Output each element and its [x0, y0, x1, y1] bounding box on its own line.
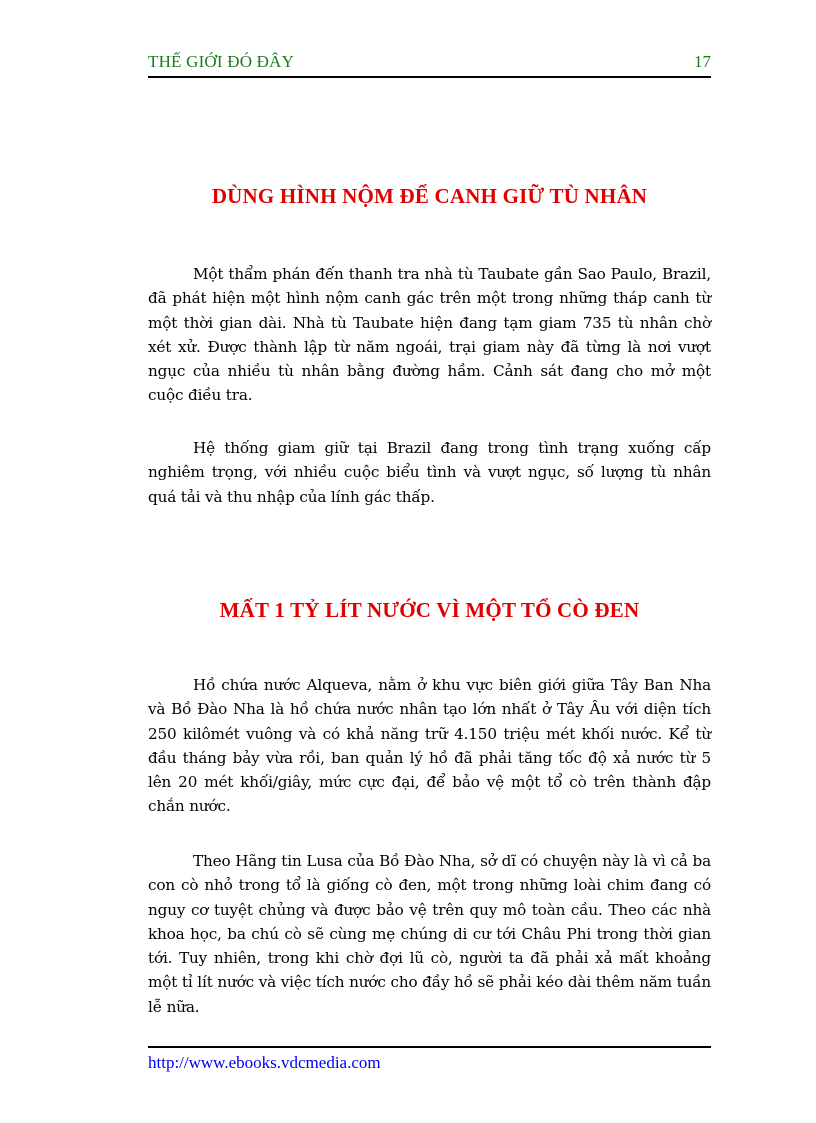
page-number: 17: [694, 52, 711, 71]
paragraph-prison-2: Hệ thống giam giữ tại Brazil đang trong tình trạng xuống cấp nghiêm trọng, với nhiều cuộc biểu tình và vượt ngục, số lượng tù nhân quá tải và thu nhập của lính gác thấp.: [148, 439, 711, 506]
section-title-prison-dummy: DÙNG HÌNH NỘM ĐỂ CANH GIỮ TÙ NHÂN: [211, 184, 648, 208]
page-header: [148, 52, 711, 78]
footer-url-link[interactable]: http://www.ebooks.vdcmedia.com: [148, 1053, 381, 1072]
paragraph-stork-2: Theo Hãng tin Lusa của Bồ Đào Nha, sở dĩ có chuyện này là vì cả ba con cò nhỏ trong tổ là giống cò đen, một trong những loài chim đang có nguy cơ tuyệt chủng và được bảo vệ trên quy mô toàn cầu. Theo các nhà khoa học, ba chú cò sẽ cùng mẹ chúng di cư tới Châu Phi trong thời gian tới. Tuy nhiên, trong khi chờ đợi lũ cò, người ta đã phải xả mất khoảng một tỉ lít nước và việc tích nước cho đầy hồ sẽ phải kéo dài thêm năm tuần lễ nữa.: [148, 852, 711, 1016]
section-title-black-stork: MẤT 1 TỶ LÍT NƯỚC VÌ MỘT TỔ CÒ ĐEN: [219, 598, 640, 622]
paragraph-prison-1: Một thẩm phán đến thanh tra nhà tù Taubate gần Sao Paulo, Brazil, đã phát hiện một hình nộm canh gác trên một trong những tháp canh từ một thời gian dài. Nhà tù Taubate hiện đang tạm giam 735 tù nhân chờ xét xử. Được thành lập từ năm ngoái, trại giam này đã từng là nơi vượt ngục của nhiều tù nhân bằng đường hầm. Cảnh sát đang cho mở một cuộc điều tra.: [148, 265, 711, 405]
running-header-title: THẾ GIỚI ĐÓ ĐÂY: [148, 52, 295, 71]
page-footer: [148, 1046, 711, 1073]
paragraph-stork-1: Hồ chứa nước Alqueva, nằm ở khu vực biên giới giữa Tây Ban Nha và Bồ Đào Nha là hồ chứa nước nhân tạo lớn nhất ở Tây Âu với diện tích 250 kilômét vuông và có khả năng trữ 4.150 triệu mét khối nước. Kể từ đầu tháng bảy vừa rồi, ban quản lý hồ đã phải tăng tốc độ xả nước từ 5 lên 20 mét khối/giây, mức cực đại, để bảo vệ một tổ cò trên thành đập chắn nước.: [148, 676, 711, 816]
